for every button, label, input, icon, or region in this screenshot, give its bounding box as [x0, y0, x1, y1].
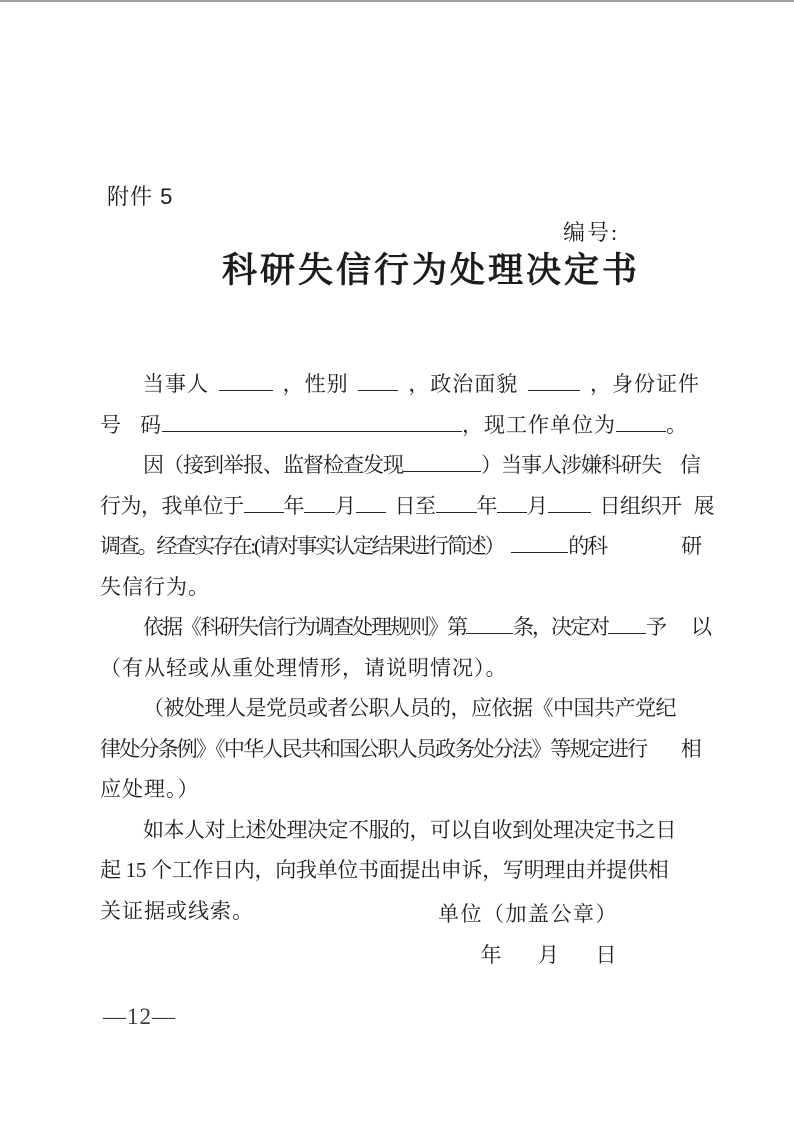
date-year-label: 年 [480, 942, 503, 967]
text-run: 起 15 个工作日内，向我单位书面提出申诉，写明理由并提供相 [100, 858, 669, 882]
text-run: ）当事人涉嫌科研失 [481, 453, 661, 477]
decision-line-1 [100, 611, 710, 652]
text-run: 年 [283, 493, 304, 518]
text-run: 日至 [394, 493, 436, 518]
signature-block [100, 894, 618, 975]
appeal-line-2 [100, 854, 700, 895]
party-discipline-line-1 [100, 692, 700, 733]
text-run: 日组织开 [599, 493, 682, 518]
text-run: 号 [100, 412, 122, 437]
blank-underline [358, 390, 398, 391]
blank-underline [528, 390, 580, 391]
text-run: 展 [693, 493, 714, 518]
appeal-line-1 [100, 814, 700, 855]
text-run: 。 [666, 412, 688, 437]
signature-unit-line: 单位（加盖公章） [438, 902, 618, 926]
text-run: 调查。经查实存在:(请对事实认定结果进行简述） [100, 534, 504, 558]
text-run: 失信行为。 [100, 574, 210, 599]
text-run: 应处理。） [100, 777, 200, 801]
text-run: 行为，我单位于 [100, 493, 244, 518]
text-run: （被处理人是党员或者公职人员的，应依据《中国共产党纪 [143, 696, 676, 720]
blank-underline [356, 512, 386, 513]
blank-underline [304, 512, 335, 513]
page-number: —12— [103, 1004, 176, 1029]
text-run: 如本人对上述处理决定不服的，可以自收到处理决定书之日 [143, 817, 676, 842]
text-run: 因（接到举报、监督检查发现 [143, 453, 403, 477]
body-lines [100, 368, 714, 935]
text-run: 研 [681, 534, 700, 558]
blank-underline [497, 512, 527, 513]
party-discipline-line-3 [100, 773, 700, 814]
signature-date-line [100, 935, 618, 976]
blank-underline [616, 431, 666, 432]
investigation-line-2 [100, 490, 714, 531]
text-run: ，身份证件 [589, 372, 700, 396]
text-run: 码 [140, 412, 162, 437]
text-run: 关证据或线索。 [100, 898, 254, 923]
page-title: 科研失信行为处理决定书 [222, 251, 641, 290]
text-run: 以 [691, 615, 710, 639]
decision-line-2 [100, 652, 700, 693]
blank-underline [219, 390, 273, 391]
text-run: ，现工作单位为 [462, 412, 616, 437]
date-day-label: 日 [595, 942, 618, 967]
investigation-line-3 [100, 530, 700, 571]
investigation-line-4 [100, 571, 700, 612]
text-run: 条，决定对 [513, 615, 608, 639]
party-discipline-line-2 [100, 733, 700, 774]
text-run: 的科 [568, 534, 606, 558]
blank-underline [403, 471, 481, 472]
text-run: 信 [680, 453, 700, 477]
blank-underline [162, 431, 462, 432]
blank-underline [548, 512, 591, 513]
attachment-label: 附件 5 [107, 184, 174, 209]
scan-edge-artifact [0, 0, 794, 2]
blank-underline [511, 552, 568, 553]
text-run: 予 [646, 615, 665, 639]
text-run: 月 [527, 493, 548, 518]
date-month-label: 月 [538, 942, 561, 967]
blank-underline [608, 633, 646, 634]
text-run: （有从轻或从重处理情形，请说明情况）。 [100, 655, 508, 680]
text-run: ，性别 [282, 372, 349, 396]
blank-underline [466, 633, 513, 634]
text-run: 相 [680, 736, 700, 761]
text-run: 年 [476, 493, 497, 518]
party-info-line-1 [100, 368, 700, 409]
text-run: ，政治面貌 [408, 372, 519, 396]
blank-underline [436, 512, 477, 513]
text-run: 当事人 [143, 372, 209, 396]
blank-underline [244, 512, 284, 513]
text-run: 月 [335, 493, 356, 518]
party-info-line-2 [100, 409, 700, 450]
doc-number-label: 编号: [563, 220, 620, 245]
text-run: 律处分条例》《中华人民共和国公职人员政务处分法》等规定进行 [100, 736, 647, 761]
text-run: 依据《科研失信行为调查处理规则》第 [143, 615, 466, 639]
investigation-line-1 [100, 449, 700, 490]
